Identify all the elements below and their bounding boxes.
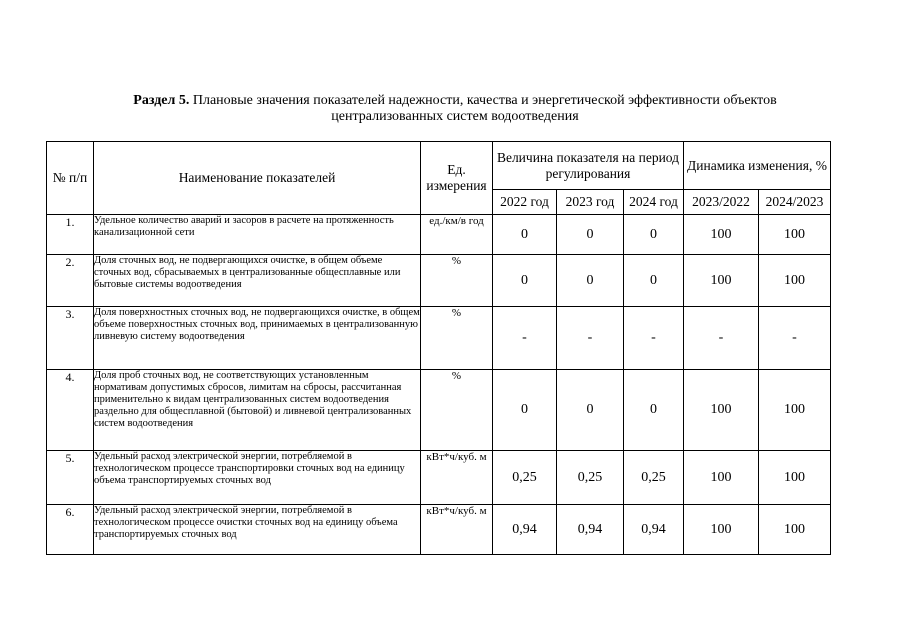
header-2024: 2024 год <box>624 190 684 215</box>
row-value-2022: 0 <box>493 255 557 307</box>
row-value-2023: 0,25 <box>557 451 624 505</box>
row-dynamics-2024-2023: 100 <box>759 505 831 555</box>
row-value-2024: 0,25 <box>624 451 684 505</box>
row-dynamics-2023-2022: 100 <box>684 255 759 307</box>
row-name: Доля сточных вод, не подвергающихся очистке, в общем объеме сточных вод, сбрасываемых в централизованные общесплавные или бытовые системы водоотведения <box>94 255 421 307</box>
row-value-2023: 0,94 <box>557 505 624 555</box>
header-name: Наименование показателей <box>94 142 421 215</box>
header-row <box>47 142 831 190</box>
table-row <box>47 215 831 255</box>
row-dynamics-2023-2022: 100 <box>684 505 759 555</box>
row-value-2024: 0 <box>624 255 684 307</box>
row-num: 6. <box>47 505 94 555</box>
header-num: № п/п <box>47 142 94 215</box>
table-row <box>47 255 831 307</box>
section-title-text: Плановые значения показателей надежности, качества и энергетической эффективности объектов централизованных систем водоотведения <box>189 93 777 124</box>
indicators-table <box>46 141 831 555</box>
header-2023-2022: 2023/2022 <box>684 190 759 215</box>
table-row <box>47 505 831 555</box>
row-name: Удельный расход электрической энергии, потребляемой в технологическом процессе транспортировки сточных вод на единицу объема транспортируемых сточных вод <box>94 451 421 505</box>
row-unit: % <box>421 370 493 451</box>
row-num: 4. <box>47 370 94 451</box>
table-row <box>47 370 831 451</box>
row-num: 5. <box>47 451 94 505</box>
row-dynamics-2024-2023: 100 <box>759 451 831 505</box>
row-dynamics-2023-2022: 100 <box>684 451 759 505</box>
row-name: Доля поверхностных сточных вод, не подвергающихся очистке, в общем объеме поверхностных сточных вод, принимаемых в централизованную ливневую систему водоотведения <box>94 307 421 370</box>
header-2024-2023: 2024/2023 <box>759 190 831 215</box>
row-name: Удельное количество аварий и засоров в расчете на протяженность канализационной сети <box>94 215 421 255</box>
row-dynamics-2023-2022: - <box>684 307 759 370</box>
row-value-2022: 0 <box>493 215 557 255</box>
row-dynamics-2023-2022: 100 <box>684 370 759 451</box>
row-dynamics-2023-2022: 100 <box>684 215 759 255</box>
header-unit: Ед. измерения <box>421 142 493 215</box>
table-row <box>47 307 831 370</box>
section-number: Раздел 5. <box>133 93 190 108</box>
row-value-2024: 0 <box>624 370 684 451</box>
row-num: 1. <box>47 215 94 255</box>
row-value-2024: 0,94 <box>624 505 684 555</box>
row-unit: ед./км/в год <box>421 215 493 255</box>
header-2022: 2022 год <box>493 190 557 215</box>
row-num: 3. <box>47 307 94 370</box>
row-dynamics-2024-2023: - <box>759 307 831 370</box>
row-value-2024: 0 <box>624 215 684 255</box>
row-value-2024: - <box>624 307 684 370</box>
row-unit: % <box>421 255 493 307</box>
row-num: 2. <box>47 255 94 307</box>
row-value-2022: 0 <box>493 370 557 451</box>
header-period: Величина показателя на период регулирования <box>493 142 684 190</box>
header-2023: 2023 год <box>557 190 624 215</box>
row-value-2023: 0 <box>557 370 624 451</box>
row-dynamics-2024-2023: 100 <box>759 215 831 255</box>
row-value-2023: 0 <box>557 215 624 255</box>
row-unit: % <box>421 307 493 370</box>
row-value-2023: 0 <box>557 255 624 307</box>
row-unit: кВт*ч/куб. м <box>421 451 493 505</box>
table-row <box>47 451 831 505</box>
row-value-2022: 0,94 <box>493 505 557 555</box>
section-title <box>100 93 810 125</box>
row-value-2023: - <box>557 307 624 370</box>
row-name: Доля проб сточных вод, не соответствующих установленным нормативам допустимых сбросов, лимитам на сбросы, рассчитанная применительно к видам централизованных систем водоотведения раздельно для общесплавной (бытовой) и ливневой централизованных систем водоотведения <box>94 370 421 451</box>
row-dynamics-2024-2023: 100 <box>759 370 831 451</box>
row-name: Удельный расход электрической энергии, потребляемой в технологическом процессе очистки сточных вод на единицу объема транспортируемых сточных вод <box>94 505 421 555</box>
row-value-2022: 0,25 <box>493 451 557 505</box>
row-unit: кВт*ч/куб. м <box>421 505 493 555</box>
row-dynamics-2024-2023: 100 <box>759 255 831 307</box>
header-dynamics: Динамика изменения, % <box>684 142 831 190</box>
row-value-2022: - <box>493 307 557 370</box>
